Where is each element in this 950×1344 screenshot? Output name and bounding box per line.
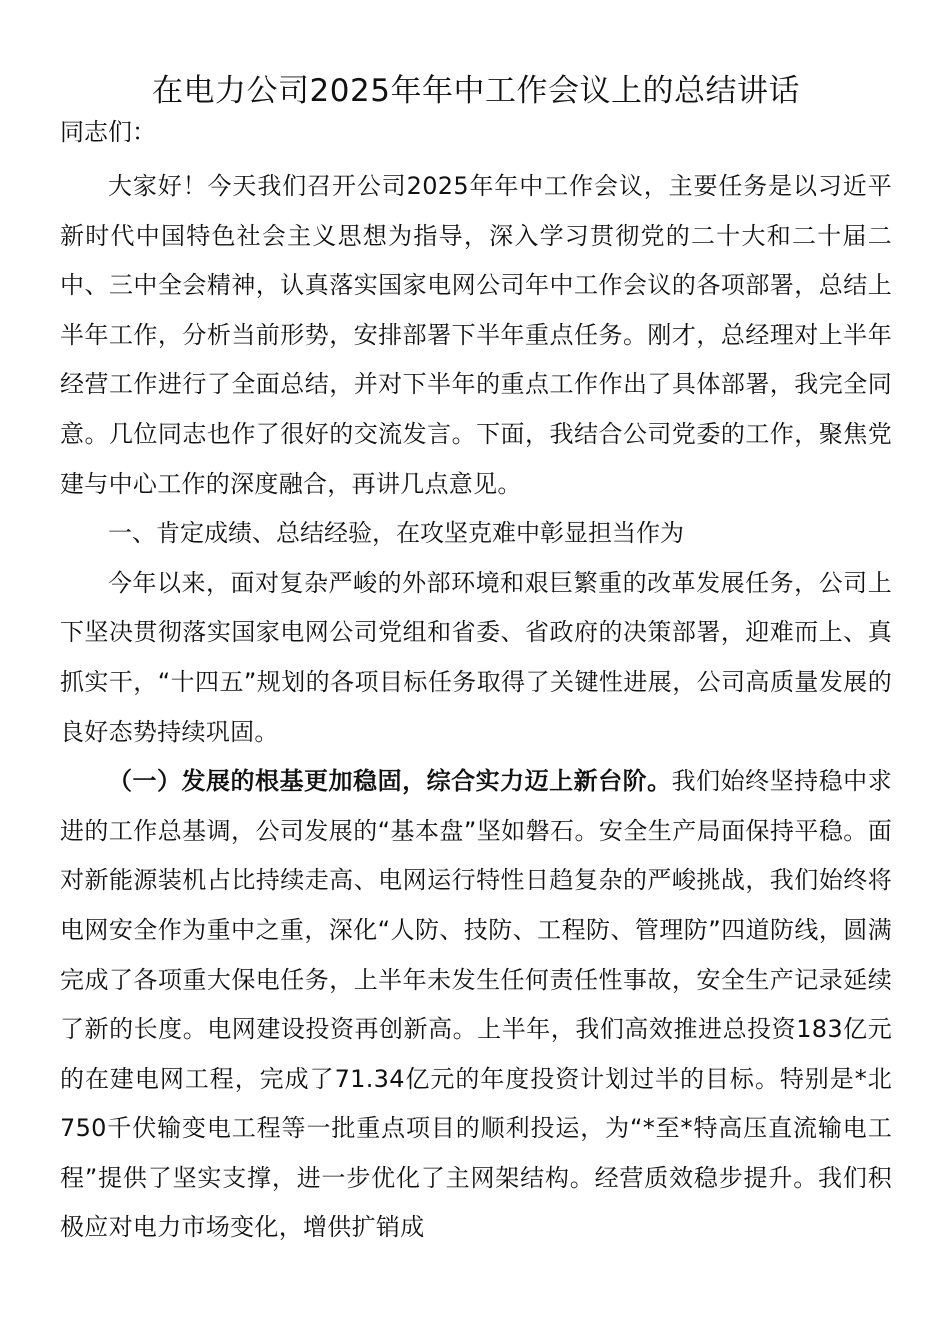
document-title: 在电力公司2025年年中工作会议上的总结讲话: [152, 73, 800, 109]
document-page: [60, 66, 892, 1253]
salutation: 同志们：: [60, 118, 156, 146]
subsection-heading-1: （一）发展的根基更加稳固，综合实力迈上新台阶。: [108, 767, 672, 796]
intro-paragraph: 大家好！今天我们召开公司2025年年中工作会议，主要任务是以习近平新时代中国特色社会主义思想为指导，深入学习贯彻党的二十大和二十届二中、三中全会精神，认真落实国家电网公司年中工作会议的各项部署，总结上半年工作，分析当前形势，安排部署下半年重点任务。刚才，总经理对上半年经营工作进行了全面总结，并对下半年的重点工作作出了具体部署，我完全同意。几位同志也作了很好的交流发言。下面，我结合公司党委的工作，聚焦党建与中心工作的深度融合，再讲几点意见。: [60, 172, 892, 498]
subsection-1-body: 我们始终坚持稳中求进的工作总基调，公司发展的“基本盘”坚如磐石。安全生产局面保持平稳。面对新能源装机占比持续走高、电网运行特性日趋复杂的严峻挑战，我们始终将电网安全作为重中之重，深化“人防、技防、工程防、管理防”四道防线，圆满完成了各项重大保电任务，上半年未发生任何责任性事故，安全生产记录延续了新的长度。电网建设投资再创新高。上半年，我们高效推进总投资183亿元的在建电网工程，完成了71.34亿元的年度投资计划过半的目标。特别是*北750千伏输变电工程等一批重点项目的顺利投运，为“*至*特高压直流输电工程”提供了坚实支撑，进一步优化了主网架结构。经营质效稳步提升。我们积极应对电力市场变化，增供扩销成: [60, 767, 892, 1242]
subsection-1-paragraph: [60, 757, 892, 1253]
section-1-paragraph: 今年以来，面对复杂严峻的外部环境和艰巨繁重的改革发展任务，公司上下坚决贯彻落实国家电网公司党组和省委、省政府的决策部署，迎难而上、真抓实干，“十四五”规划的各项目标任务取得了关键性进展，公司高质量发展的良好态势持续巩固。: [60, 568, 892, 746]
section-heading-1: 一、肯定成绩、总结经验，在攻坚克难中彰显担当作为: [108, 519, 684, 548]
